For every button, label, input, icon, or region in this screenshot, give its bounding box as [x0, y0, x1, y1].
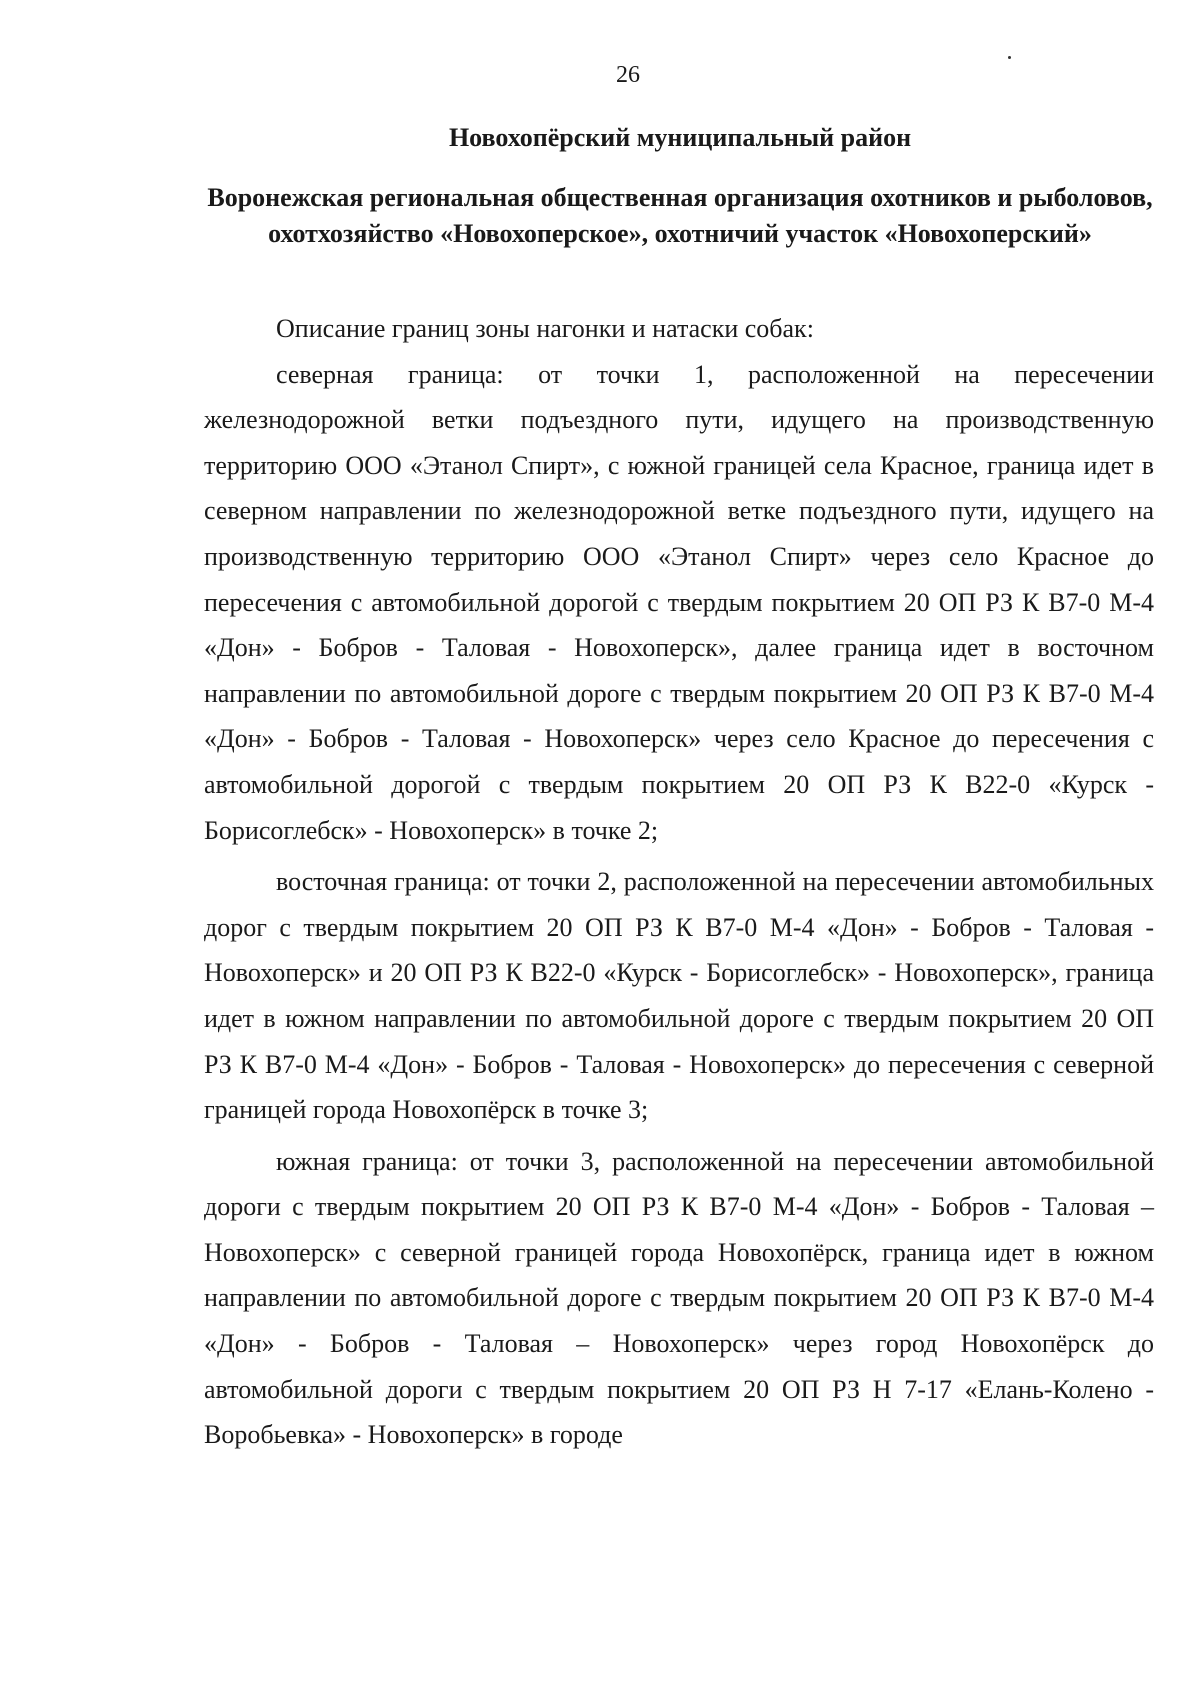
document-body	[204, 306, 1154, 1458]
east-boundary-paragraph: восточная граница: от точки 2, расположенной на пересечении автомобильных дорог с твердым покрытием 20 ОП РЗ К В7-0 М-4 «Дон» - Бобров - Таловая - Новохоперск» и 20 ОП РЗ К В22-0 «Курск - Борисоглебск» - Новохоперск», граница идет в южном направлении по автомобильной дороге с твердым покрытием 20 ОП РЗ К В7-0 М-4 «Дон» - Бобров - Таловая - Новохоперск» до пересечения с северной границей города Новохопёрск в точке 3;	[204, 867, 1154, 1125]
scan-speck	[1008, 56, 1011, 59]
organization-title: Воронежская региональная общественная организация охотников и рыболовов, охотхозяйство «Новохоперское», охотничий участок «Новохоперский»	[207, 183, 1153, 248]
south-boundary-paragraph: южная граница: от точки 3, расположенной на пересечении автомобильной дороги с твердым покрытием 20 ОП РЗ К В7-0 М-4 «Дон» - Бобров - Таловая – Новохоперск» с северной границей города Новохопёрск, граница идет в южном направлении по автомобильной дороге с твердым покрытием 20 ОП РЗ К В7-0 М-4 «Дон» - Бобров - Таловая – Новохоперск» через город Новохопёрск до автомобильной дороги с твердым покрытием 20 ОП РЗ Н 7-17 «Елань-Колено - Воробьевка» - Новохоперск» в городе	[204, 1146, 1154, 1450]
intro-paragraph: Описание границ зоны нагонки и натаски собак:	[276, 314, 814, 343]
north-boundary-paragraph: северная граница: от точки 1, расположенной на пересечении железнодорожной ветки подъездного пути, идущего на производственную территорию ООО «Этанол Спирт», с южной границей села Красное, граница идет в северном направлении по железнодорожной ветке подъездного пути, идущего на производственную территорию ООО «Этанол Спирт» через село Красное до пересечения с автомобильной дорогой с твердым покрытием 20 ОП РЗ К В7-0 М-4 «Дон» - Бобров - Таловая - Новохоперск», далее граница идет в восточном направлении по автомобильной дороге с твердым покрытием 20 ОП РЗ К В7-0 М-4 «Дон» - Бобров - Таловая - Новохоперск» через село Красное до пересечения с автомобильной дорогой с твердым покрытием 20 ОП РЗ К В22-0 «Курск - Борисоглебск» - Новохоперск» в точке 2;	[204, 359, 1154, 845]
district-title: Новохопёрский муниципальный район	[448, 123, 912, 152]
page-number: 26	[616, 62, 640, 88]
